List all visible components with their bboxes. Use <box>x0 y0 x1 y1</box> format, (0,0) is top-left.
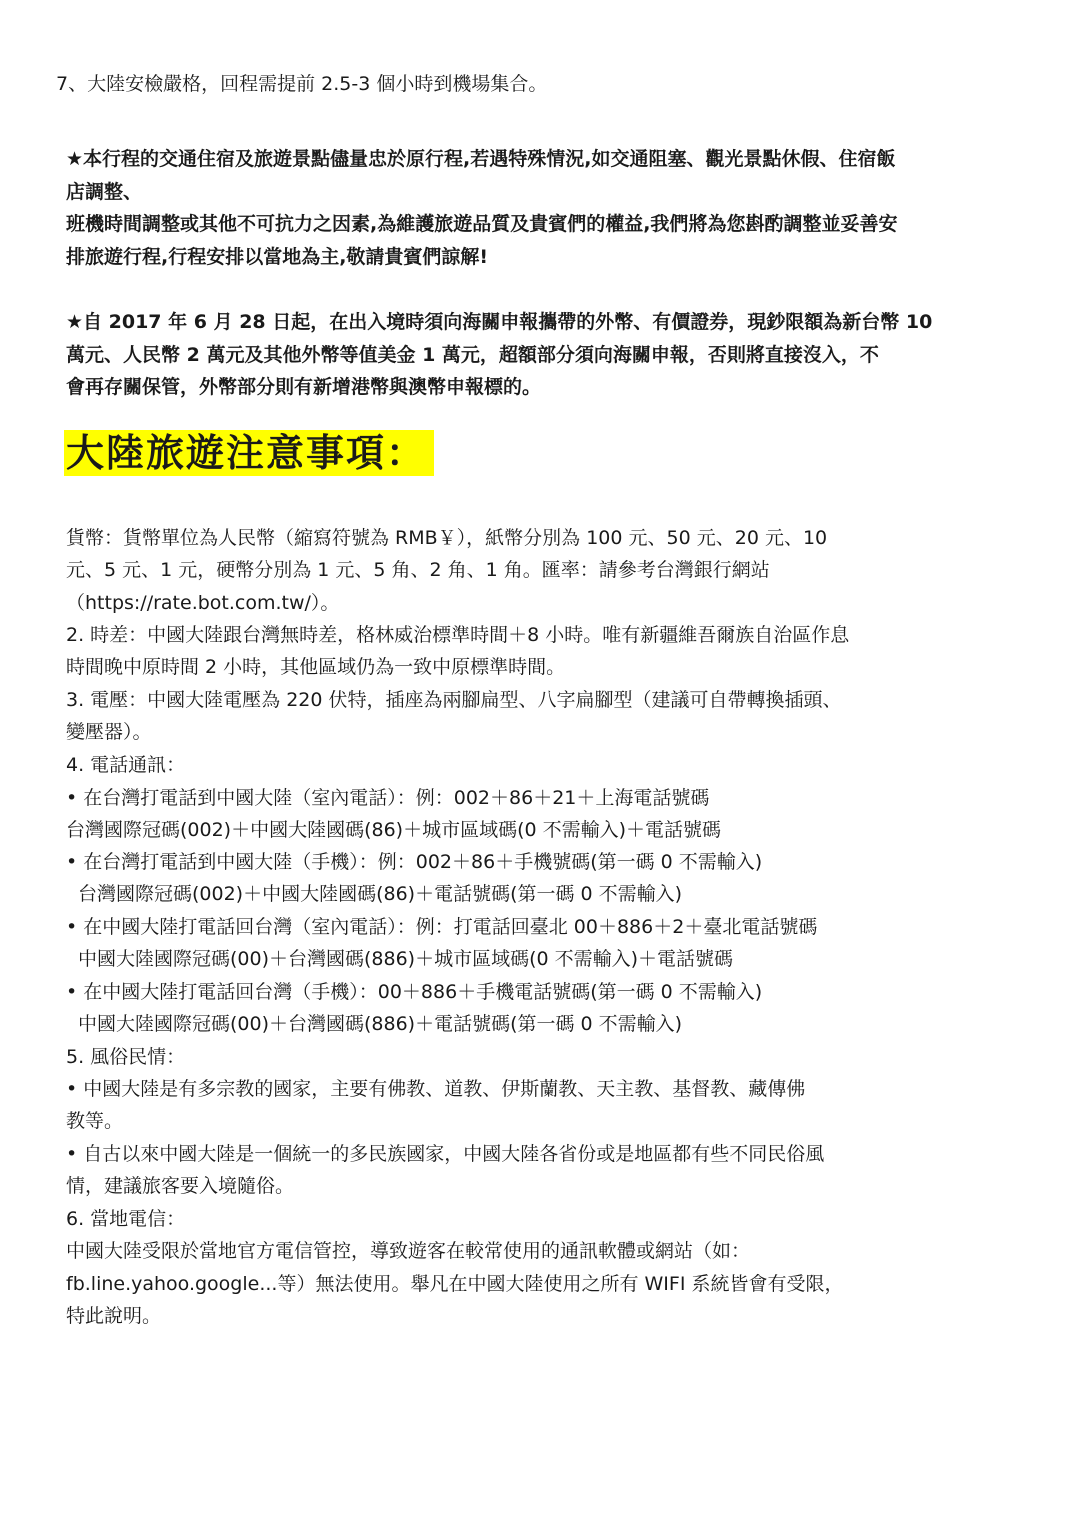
phone-bullet: • 在中國大陸打電話回台灣（室內電話）：例：打電話回臺北 00＋886＋2＋臺北電話號碼 <box>66 916 818 938</box>
customs-bullet-continued: 情，建議旅客要入境隨俗。 <box>66 1175 295 1197</box>
timezone-line: 2. 時差：中國大陸跟台灣無時差，格林威治標準時間＋8 小時。唯有新疆維吾爾族自治區作息 <box>66 624 850 646</box>
notice-itinerary-line: 排旅遊行程,行程安排以當地為主,敬請貴賓們諒解! <box>66 246 489 268</box>
section-heading-highlighted: 大陸旅遊注意事項： <box>64 430 434 476</box>
telecom-line: fb.line.yahoo.google...等）無法使用。舉凡在中國大陸使用之所有 WIFI 系統皆會有受限， <box>66 1273 844 1295</box>
phone-bullet: • 在台灣打電話到中國大陸（室內電話）：例：002＋86＋21＋上海電話號碼 <box>66 787 710 809</box>
customs-section-title: 5. 風俗民情： <box>66 1046 186 1068</box>
intro-item-7: 7、大陸安檢嚴格，回程需提前 2.5-3 個小時到機場集合。 <box>56 73 548 95</box>
customs-bullet: • 中國大陸是有多宗教的國家，主要有佛教、道教、伊斯蘭教、天主教、基督教、藏傳佛 <box>66 1078 806 1100</box>
phone-bullet: • 在台灣打電話到中國大陸（手機）：例：002＋86＋手機號碼(第一碼 0 不需輸入) <box>66 851 763 873</box>
phone-bullet-detail: 台灣國際冠碼(002)＋中國大陸國碼(86)＋城市區域碼(0 不需輸入)＋電話號碼 <box>66 819 722 841</box>
phone-bullet: • 在中國大陸打電話回台灣（手機）：00＋886＋手機電話號碼(第一碼 0 不需輸入) <box>66 981 763 1003</box>
phone-bullet-detail: 中國大陸國際冠碼(00)＋台灣國碼(886)＋電話號碼(第一碼 0 不需輸入) <box>78 1013 683 1035</box>
telecom-line: 中國大陸受限於當地官方電信管控，導致遊客在較常使用的通訊軟體或網站（如： <box>66 1240 751 1262</box>
phone-section-title: 4. 電話通訊： <box>66 754 186 776</box>
voltage-line: 3. 電壓：中國大陸電壓為 220 伏特，插座為兩腳扁型、八字扁腳型（建議可自帶轉換插頭、 <box>66 689 842 711</box>
currency-line: 元、5 元、1 元，硬幣分別為 1 元、5 角、2 角、1 角。匯率：請參考台灣銀行網站 <box>66 559 770 581</box>
voltage-line: 變壓器）。 <box>66 721 152 743</box>
notice-customs-line: 萬元、人民幣 2 萬元及其他外幣等值美金 1 萬元，超額部分須向海關申報，否則將直接沒入，不 <box>66 344 879 366</box>
timezone-line: 時間晚中原時間 2 小時，其他區域仍為一致中原標準時間。 <box>66 656 566 678</box>
currency-line: （https://rate.bot.com.tw/）。 <box>66 592 340 614</box>
currency-line: 貨幣：貨幣單位為人民幣（縮寫符號為 RMB￥），紙幣分別為 100 元、50 元、20 元、10 <box>66 527 828 549</box>
notice-customs-line: 會再存關保管，外幣部分則有新增港幣與澳幣申報標的。 <box>66 376 542 398</box>
phone-bullet-detail: 台灣國際冠碼(002)＋中國大陸國碼(86)＋電話號碼(第一碼 0 不需輸入) <box>78 883 683 905</box>
customs-bullet: • 自古以來中國大陸是一個統一的多民族國家，中國大陸各省份或是地區都有些不同民俗風 <box>66 1143 825 1165</box>
notice-itinerary-line: ★本行程的交通住宿及旅遊景點儘量忠於原行程,若遇特殊情況,如交通阻塞、觀光景點休假、住宿飯 <box>66 148 896 170</box>
notice-itinerary-line: 班機時間調整或其他不可抗力之因素,為維護旅遊品質及貴賓們的權益,我們將為您斟酌調整並妥善安 <box>66 213 898 235</box>
customs-bullet-continued: 教等。 <box>66 1110 124 1132</box>
notice-itinerary-line: 店調整、 <box>66 181 143 203</box>
phone-bullet-detail: 中國大陸國際冠碼(00)＋台灣國碼(886)＋城市區域碼(0 不需輸入)＋電話號碼 <box>78 948 734 970</box>
telecom-section-title: 6. 當地電信： <box>66 1208 186 1230</box>
notice-customs-line: ★自 2017 年 6 月 28 日起，在出入境時須向海關申報攜帶的外幣、有價證券，現鈔限額為新台幣 10 <box>66 311 933 333</box>
telecom-line: 特此說明。 <box>66 1305 162 1327</box>
